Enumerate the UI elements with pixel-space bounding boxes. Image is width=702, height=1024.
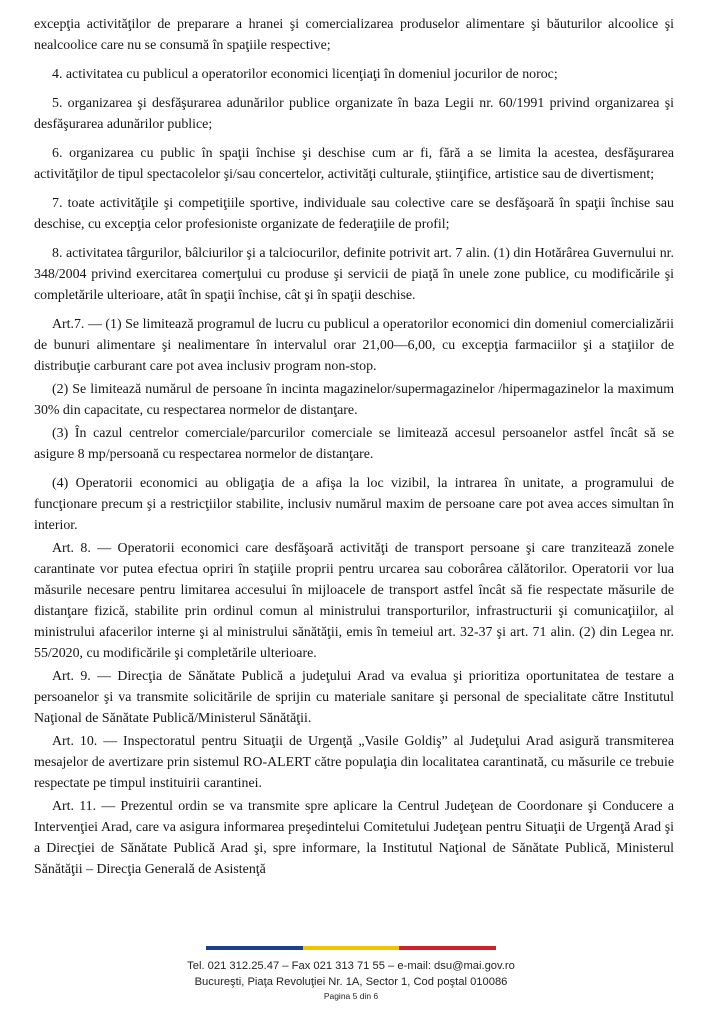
paragraph-art-7-4: (4) Operatorii economici au obligaţia de a afişa la loc vizibil, la intrarea în unitate, a programului de funcţionare precum şi a restricţiilor stabilite, inclusiv numărul maxim de persoane care pot avea acces simultan în interior. [34, 476, 674, 533]
paragraph-art-10: Art. 10. — Inspectoratul pentru Situaţii de Urgenţă „Vasile Goldiş” al Judeţului Arad asigură transmiterea mesajelor de avertizare prin sistemul RO-ALERT către populaţia din localitatea carantinată, cu măsurile ce trebuie respectate pe timpul instituirii carantinei. [34, 734, 674, 791]
paragraph-adunari-publice: 5. organizarea şi desfăşurarea adunărilor publice organizate în baza Legii nr. 60/1991 privind organizarea şi desfăşurarea adunărilor publice; [34, 96, 674, 132]
paragraph-jocuri-noroc: 4. activitatea cu publicul a operatorilor economici licenţiaţi în domeniul jocurilor de noroc; [52, 67, 558, 82]
paragraph-art-7-1: Art.7. — (1) Se limitează programul de lucru cu publicul a operatorilor economici din domeniul comercializării de bunuri alimentare şi nealimentare în intervalul orar 21,00—6,00, cu excepţia farmaciilor şi a staţiilor de distribuţie carburant care pot avea inclusiv program non-stop. [34, 317, 674, 374]
paragraph-art-7-2: (2) Se limitează numărul de persoane în incinta magazinelor/supermagazinelor /hipermagazinelor la maximum 30% din capacitate, cu respectarea normelor de distanţare. [34, 382, 674, 418]
paragraph-sport: 7. toate activităţile şi competiţiile sportive, individuale sau colective care se desfăşoară în spaţii închise sau deschise, cu excepţia celor profesioniste organizate de federaţiile de profil; [34, 196, 674, 232]
document-body [34, 14, 674, 882]
page-number: Pagina 5 din 6 [323, 991, 379, 1001]
paragraph-exceptie-hrana: excepţia activităţilor de preparare a hranei şi comercializarea produselor alimentare şi băuturilor alcoolice şi nealcoolice care nu se consumă în spaţiile respective; [34, 17, 674, 53]
tricolor-blue-band [206, 946, 303, 950]
footer-contact: Tel. 021 312.25.47 – Fax 021 313 71 55 – e-mail: dsu@mai.gov.ro [187, 960, 515, 972]
paragraph-art-8: Art. 8. — Operatorii economici care desfăşoară activităţi de transport persoane şi care tranzitează zonele carantinate vor putea efectua opriri în staţiile proprii pentru urcarea sau coborârea călătorilor. Operatorii vor lua măsurile necesare pentru limitarea accesului în mijloacele de transport astfel încât să fie respectate măsurile de distanţare fizică, stabilite prin ordinul comun al ministrului transporturilor, infrastructurii şi comunicaţiilor, al ministrului afacerilor interne şi al ministrului sănătăţii, emis în temeiul art. 32-37 şi art. 71 alin. (2) din Legea nr. 55/2020, cu modificările şi completările ulterioare. [34, 541, 674, 661]
page-footer [0, 958, 702, 1002]
paragraph-art-7-3: (3) În cazul centrelor comerciale/parcurilor comerciale se limitează accesul persoanelor astfel încât să se asigure 8 mp/persoană cu respectarea normelor de distanţare. [34, 426, 674, 462]
paragraph-art-11: Art. 11. — Prezentul ordin se va transmite spre aplicare la Centrul Judeţean de Coordonare şi Conducere a Intervenţiei Arad, care va asigura informarea preşedintelui Comitetului Judeţean pentru Situaţii de Urgenţă Arad şi a Direcţiei de Sănătate Publică Arad şi, spre informare, la Institutul Naţional de Sănătate Publică, Ministerul Sănătăţii – Direcţia Generală de Asistenţă [34, 799, 674, 877]
footer-address: Bucureşti, Piaţa Revoluţiei Nr. 1A, Sector 1, Cod poştal 010086 [194, 976, 508, 988]
tricolor-divider [206, 946, 496, 950]
paragraph-targuri: 8. activitatea târgurilor, bâlciurilor şi a talciocurilor, definite potrivit art. 7 alin. (1) din Hotărârea Guvernului nr. 348/2004 privind exercitarea comerţului cu produse şi servicii de piaţă în unele zone publice, cu modificările şi completările ulterioare, atât în spaţii închise, cât şi în spaţii deschise. [34, 246, 674, 303]
tricolor-yellow-band [303, 946, 400, 950]
tricolor-red-band [399, 946, 496, 950]
paragraph-spectacole: 6. organizarea cu public în spaţii închise şi deschise cum ar fi, fără a se limita la acestea, desfăşurarea activităţilor de tipul spectacolelor şi/sau concertelor, activităţi culturale, ştiinţifice, artistice sau de divertisment; [34, 146, 674, 182]
paragraph-art-9: Art. 9. — Direcţia de Sănătate Publică a judeţului Arad va evalua şi prioritiza oportunitatea de testare a persoanelor şi va transmite solicitările de sprijin cu materiale sanitare şi personal de specialitate către Institutul Naţional de Sănătate Publică/Ministerul Sănătăţii. [34, 669, 674, 726]
